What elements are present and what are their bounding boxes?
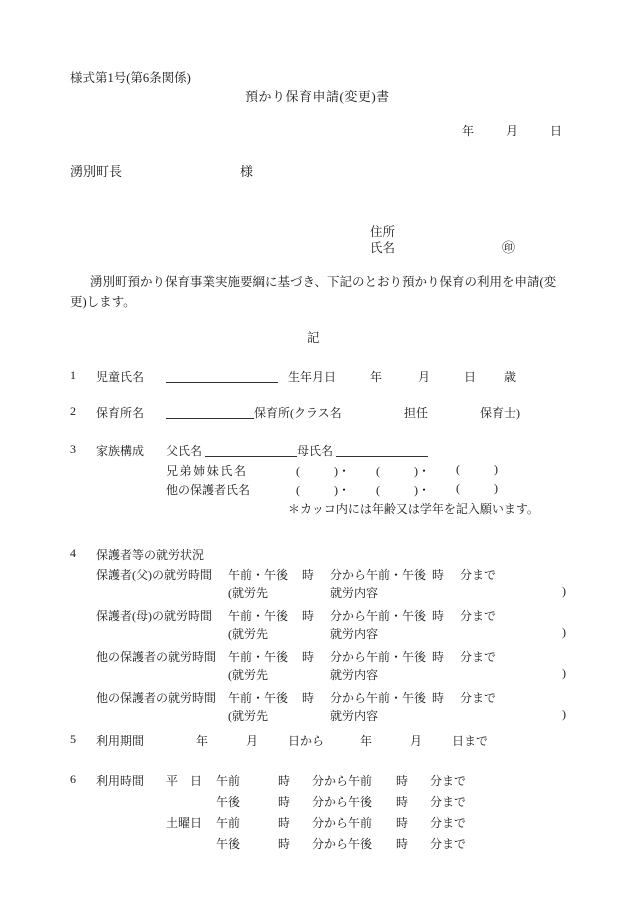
work-row-who-0: 保護者(父)の就労時間 xyxy=(96,568,212,582)
work-row-to-0: 分まで xyxy=(460,568,497,582)
time-row-from-3: 分から午後 xyxy=(312,837,373,851)
time-row-from-2: 分から午前 xyxy=(312,816,373,830)
time-row-ampm-2: 午前 xyxy=(216,816,241,830)
date-line xyxy=(462,122,562,139)
section-3-label: 家族構成 xyxy=(96,444,145,458)
paren-open: ( xyxy=(456,481,460,495)
work-row-hour2-3: 時 xyxy=(432,691,445,705)
work-row-from-0: 分から午前・午後 xyxy=(330,568,427,582)
time-row-hour1-0: 時 xyxy=(278,774,291,788)
section-4-label: 保護者等の就労状況 xyxy=(96,548,205,562)
work-row-hour1-0: 時 xyxy=(302,568,315,582)
separator: ・ xyxy=(338,464,351,478)
mother-name-label: 母氏名 xyxy=(297,444,334,458)
work-row-hour2-0: 時 xyxy=(432,568,445,582)
work-row-who-1: 保護者(母)の就労時間 xyxy=(96,609,212,623)
work-row-content-1: 就労内容 xyxy=(330,627,379,641)
seal-icon: ㊞ xyxy=(502,240,516,255)
work-row-content-3: 就労内容 xyxy=(330,709,379,723)
work-row-ampm-3: 午前・午後 xyxy=(228,691,289,705)
time-row-hour2-1: 時 xyxy=(396,795,409,809)
sibling-entry-3[interactable] xyxy=(456,462,498,477)
other-guardian-entry-3[interactable] xyxy=(456,481,498,496)
dob-day-label: 日 xyxy=(464,370,477,384)
other-guardian-name-label: 他の保護者氏名 xyxy=(166,483,251,497)
work-row-close-3: ) xyxy=(562,707,566,721)
work-row-content-2: 就労内容 xyxy=(330,668,379,682)
work-row-place-2: (就労先 xyxy=(228,668,268,682)
other-guardian-entry-1[interactable] xyxy=(296,481,350,498)
work-row-hour1-2: 時 xyxy=(302,650,315,664)
paren-close: ) xyxy=(334,464,338,478)
date-day-label: 日 xyxy=(550,124,563,138)
dob-label: 生年月日 xyxy=(288,370,337,384)
work-row-from-3: 分から午前・午後 xyxy=(330,691,427,705)
work-row-who-3: 他の保護者の就労時間 xyxy=(96,691,217,705)
applicant-address-label: 住所 xyxy=(370,225,396,239)
section-6-number: 6 xyxy=(70,772,76,786)
addressee-honorific: 様 xyxy=(240,164,254,179)
period-start-day: 日から xyxy=(288,734,325,748)
paren-open: ( xyxy=(456,462,460,476)
separator: ・ xyxy=(418,464,431,478)
work-row-hour1-1: 時 xyxy=(302,609,315,623)
time-row-day-2: 土曜日 xyxy=(166,816,203,830)
paren-close: ) xyxy=(414,483,418,497)
work-row-hour1-3: 時 xyxy=(302,691,315,705)
dob-month-label: 月 xyxy=(418,370,431,384)
period-start-year: 年 xyxy=(196,734,209,748)
time-row-to-2: 分まで xyxy=(430,816,467,830)
child-name-blank[interactable] xyxy=(166,368,278,383)
mother-name-blank[interactable] xyxy=(336,442,428,457)
work-row-ampm-2: 午前・午後 xyxy=(228,650,289,664)
age-label: 歳 xyxy=(504,370,517,384)
nursery-suffix-label: 保育所(クラス名 xyxy=(254,406,342,420)
section-6-label: 利用時間 xyxy=(96,774,145,788)
work-row-ampm-1: 午前・午後 xyxy=(228,609,289,623)
section-2-number: 2 xyxy=(70,404,76,418)
applicant-name-label: 氏名 xyxy=(370,241,396,255)
paren-close: ) xyxy=(334,483,338,497)
time-row-from-0: 分から午前 xyxy=(312,774,373,788)
father-name-label: 父氏名 xyxy=(166,444,203,458)
section-3-number: 3 xyxy=(70,442,76,456)
work-row-to-2: 分まで xyxy=(460,650,497,664)
section-2-label: 保育所名 xyxy=(96,406,145,420)
time-row-ampm-1: 午後 xyxy=(216,795,241,809)
time-row-to-1: 分まで xyxy=(430,795,467,809)
time-row-to-3: 分まで xyxy=(430,837,467,851)
paren-close: ) xyxy=(494,481,498,495)
period-end-day: 日まで xyxy=(452,734,489,748)
paren-open: ( xyxy=(296,464,300,478)
nursery-name-blank[interactable] xyxy=(166,404,254,419)
work-row-close-2: ) xyxy=(562,666,566,680)
paren-close: ) xyxy=(494,462,498,476)
section-4-number: 4 xyxy=(70,546,76,560)
separator: ・ xyxy=(418,483,431,497)
time-row-to-0: 分まで xyxy=(430,774,467,788)
time-row-ampm-0: 午前 xyxy=(216,774,241,788)
section-5-number: 5 xyxy=(70,732,76,746)
date-month-label: 月 xyxy=(506,124,519,138)
time-row-day-0: 平 日 xyxy=(166,774,203,788)
work-row-to-1: 分まで xyxy=(460,609,497,623)
period-end-month: 月 xyxy=(410,734,423,748)
paren-open: ( xyxy=(296,483,300,497)
sibling-name-label: 兄弟姉妹氏名 xyxy=(166,464,248,478)
section-1-number: 1 xyxy=(70,368,76,382)
dob-year-label: 年 xyxy=(370,370,383,384)
paren-close: ) xyxy=(414,464,418,478)
work-row-place-1: (就労先 xyxy=(228,627,268,641)
body-paragraph: 湧別町預かり保育事業実施要綱に基づき、下記のとおり預かり保育の利用を申請(変更)します。 xyxy=(70,275,557,309)
other-guardian-entry-2[interactable] xyxy=(376,481,430,498)
paren-open: ( xyxy=(376,464,380,478)
work-row-close-0: ) xyxy=(562,584,566,598)
section-1-label: 児童氏名 xyxy=(96,370,145,384)
work-row-close-1: ) xyxy=(562,625,566,639)
date-year-label: 年 xyxy=(462,124,475,138)
form-number: 様式第1号(第6条関係) xyxy=(70,71,191,85)
time-row-hour2-0: 時 xyxy=(396,774,409,788)
license-label: 保育士) xyxy=(480,406,520,420)
sibling-entry-1[interactable] xyxy=(296,462,350,479)
work-row-from-1: 分から午前・午後 xyxy=(330,609,427,623)
period-start-month: 月 xyxy=(246,734,259,748)
page-title: 預かり保育申請(変更)書 xyxy=(245,89,390,104)
teacher-label: 担任 xyxy=(404,406,429,420)
time-row-hour1-3: 時 xyxy=(278,837,291,851)
work-row-from-2: 分から午前・午後 xyxy=(330,650,427,664)
father-name-blank[interactable] xyxy=(205,442,297,457)
section-5-label: 利用期間 xyxy=(96,734,145,748)
parenthesis-note: ＊カッコ内には年齢又は学年を記入願います。 xyxy=(288,502,539,516)
time-row-hour1-1: 時 xyxy=(278,795,291,809)
work-row-ampm-0: 午前・午後 xyxy=(228,568,289,582)
period-end-year: 年 xyxy=(360,734,373,748)
separator: ・ xyxy=(338,483,351,497)
time-row-from-1: 分から午後 xyxy=(312,795,373,809)
work-row-to-3: 分まで xyxy=(460,691,497,705)
time-row-hour2-3: 時 xyxy=(396,837,409,851)
work-row-hour2-2: 時 xyxy=(432,650,445,664)
work-row-hour2-1: 時 xyxy=(432,609,445,623)
work-row-who-2: 他の保護者の就労時間 xyxy=(96,650,217,664)
addressee: 湧別町長 xyxy=(70,164,123,179)
work-row-place-0: (就労先 xyxy=(228,586,268,600)
time-row-ampm-3: 午後 xyxy=(216,837,241,851)
ki-marker: 記 xyxy=(307,331,320,345)
time-row-hour1-2: 時 xyxy=(278,816,291,830)
time-row-hour2-2: 時 xyxy=(396,816,409,830)
paren-open: ( xyxy=(376,483,380,497)
work-row-content-0: 就労内容 xyxy=(330,586,379,600)
sibling-entry-2[interactable] xyxy=(376,462,430,479)
work-row-place-3: (就労先 xyxy=(228,709,268,723)
